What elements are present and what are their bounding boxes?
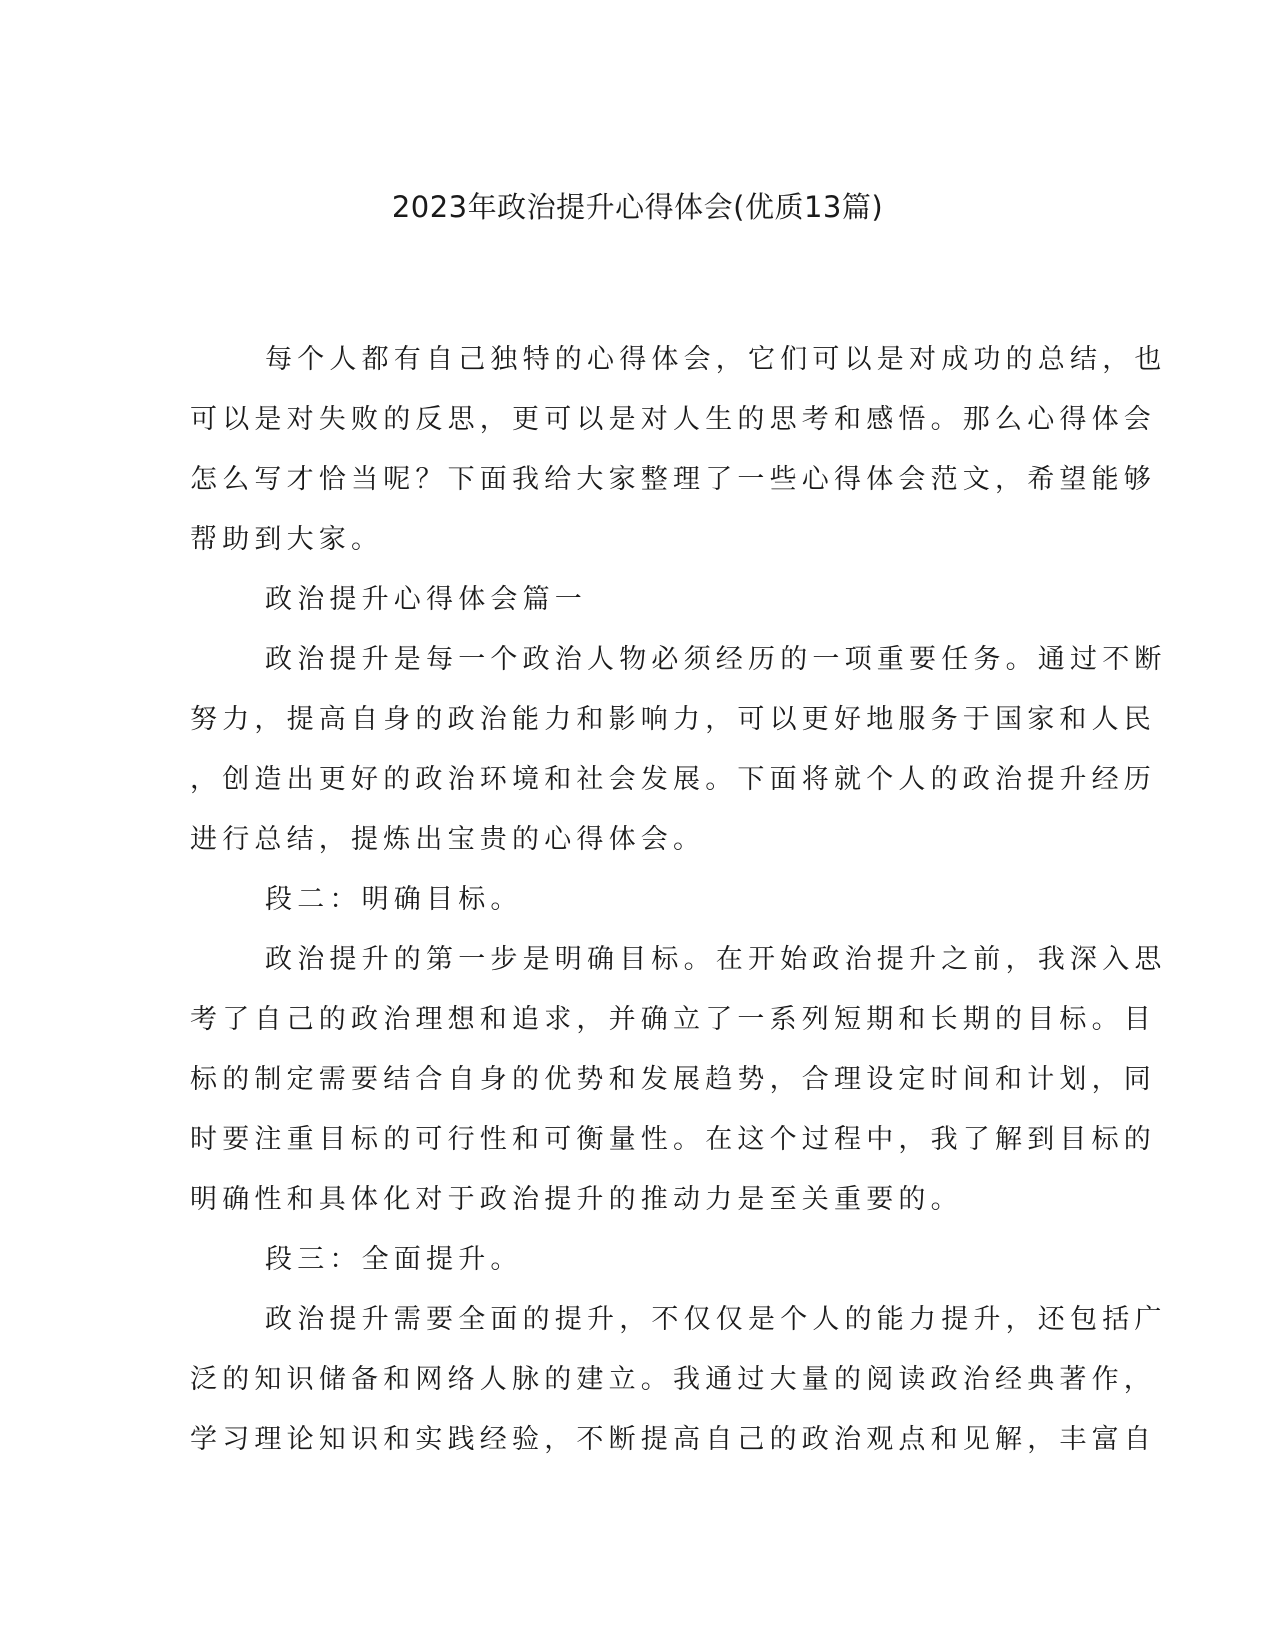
- paragraph-line: 标的制定需要结合自身的优势和发展趋势，合理设定时间和计划，同: [190, 1064, 1156, 1095]
- paragraph-line: 怎么写才恰当呢？下面我给大家整理了一些心得体会范文，希望能够: [190, 464, 1156, 495]
- paragraph-line: 考了自己的政治理想和追求，并确立了一系列短期和长期的目标。目: [190, 1004, 1156, 1035]
- paragraph-line: 可以是对失败的反思，更可以是对人生的思考和感悟。那么心得体会: [190, 404, 1156, 435]
- paragraph-line: 学习理论知识和实践经验，不断提高自己的政治观点和见解，丰富自: [190, 1424, 1156, 1455]
- paragraph-line: 政治提升是每一个政治人物必须经历的一项重要任务。通过不断: [265, 644, 1167, 675]
- paragraph-line: 帮助到大家。: [190, 524, 384, 555]
- section-heading: 段二：明确目标。: [265, 884, 523, 915]
- paragraph-line: 泛的知识储备和网络人脉的建立。我通过大量的阅读政治经典著作，: [190, 1364, 1156, 1395]
- paragraph-line: 努力，提高自身的政治能力和影响力，可以更好地服务于国家和人民: [190, 704, 1156, 735]
- document-title: 2023年政治提升心得体会(优质13篇): [391, 190, 884, 224]
- paragraph-line: 政治提升需要全面的提升，不仅仅是个人的能力提升，还包括广: [265, 1304, 1167, 1335]
- section-heading: 段三：全面提升。: [265, 1244, 523, 1275]
- paragraph-line: 进行总结，提炼出宝贵的心得体会。: [190, 824, 706, 855]
- paragraph-line: 明确性和具体化对于政治提升的推动力是至关重要的。: [190, 1184, 963, 1215]
- section-heading: 政治提升心得体会篇一: [265, 584, 587, 615]
- paragraph-line: 每个人都有自己独特的心得体会，它们可以是对成功的总结，也: [265, 344, 1167, 375]
- paragraph-line: 时要注重目标的可行性和可衡量性。在这个过程中，我了解到目标的: [190, 1124, 1156, 1155]
- paragraph-line: 政治提升的第一步是明确目标。在开始政治提升之前，我深入思: [265, 944, 1167, 975]
- paragraph-line: ，创造出更好的政治环境和社会发展。下面将就个人的政治提升经历: [190, 764, 1156, 795]
- document-body: [190, 330, 1167, 1470]
